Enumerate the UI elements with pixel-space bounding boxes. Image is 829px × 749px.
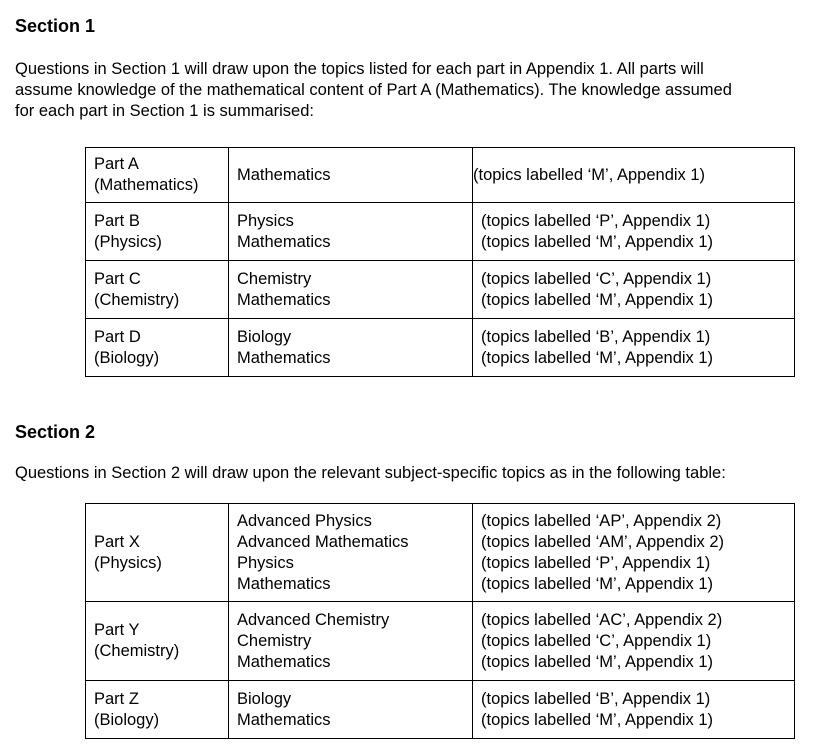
refs-cell: (topics labelled ‘P’, Appendix 1) (topics labelled ‘M’, Appendix 1) <box>473 203 795 261</box>
refs-cell: (topics labelled ‘B’, Appendix 1) (topics labelled ‘M’, Appendix 1) <box>473 681 795 739</box>
section-2-table <box>85 503 795 739</box>
part-cell: Part X (Physics) <box>86 504 229 602</box>
topics-cell: Advanced Chemistry Chemistry Mathematics <box>229 602 473 681</box>
intro-line: for each part in Section 1 is summarised: <box>15 102 314 120</box>
refs-cell: (topics labelled ‘C’, Appendix 1) (topics labelled ‘M’, Appendix 1) <box>473 261 795 319</box>
refs-cell: (topics labelled ‘M’, Appendix 1) <box>473 148 795 203</box>
table-row <box>86 261 795 319</box>
topics-cell: Mathematics <box>229 148 473 203</box>
section-1-title: Section 1 <box>15 16 96 36</box>
part-cell: Part D (Biology) <box>86 319 229 377</box>
table-row <box>86 602 795 681</box>
topics-cell: Physics Mathematics <box>229 203 473 261</box>
topics-cell: Biology Mathematics <box>229 681 473 739</box>
refs-cell: (topics labelled ‘B’, Appendix 1) (topics labelled ‘M’, Appendix 1) <box>473 319 795 377</box>
table-row <box>86 148 795 203</box>
topics-cell: Chemistry Mathematics <box>229 261 473 319</box>
section-1-intro <box>15 59 732 122</box>
part-cell: Part Y (Chemistry) <box>86 602 229 681</box>
table-row <box>86 203 795 261</box>
part-cell: Part Z (Biology) <box>86 681 229 739</box>
part-cell: Part C (Chemistry) <box>86 261 229 319</box>
table-row <box>86 319 795 377</box>
part-cell: Part B (Physics) <box>86 203 229 261</box>
intro-line: Questions in Section 1 will draw upon the topics listed for each part in Appendix 1. All parts will <box>15 60 704 78</box>
table-row <box>86 504 795 602</box>
table-row <box>86 681 795 739</box>
section-2-intro: Questions in Section 2 will draw upon the relevant subject-specific topics as in the following table: <box>15 464 726 482</box>
refs-cell: (topics labelled ‘AC’, Appendix 2) (topics labelled ‘C’, Appendix 1) (topics labelled ‘M’, Appendix 1) <box>473 602 795 681</box>
topics-cell: Advanced Physics Advanced Mathematics Physics Mathematics <box>229 504 473 602</box>
intro-line: assume knowledge of the mathematical content of Part A (Mathematics). The knowledge assumed <box>15 81 732 99</box>
refs-cell: (topics labelled ‘AP’, Appendix 2) (topics labelled ‘AM’, Appendix 2) (topics labelled ‘P’, Appendix 1) (topics labelled ‘M’, Appendix 1) <box>473 504 795 602</box>
part-cell: Part A (Mathematics) <box>86 148 229 203</box>
topics-cell: Biology Mathematics <box>229 319 473 377</box>
section-2-title: Section 2 <box>15 422 96 442</box>
section-1-table <box>85 147 795 377</box>
